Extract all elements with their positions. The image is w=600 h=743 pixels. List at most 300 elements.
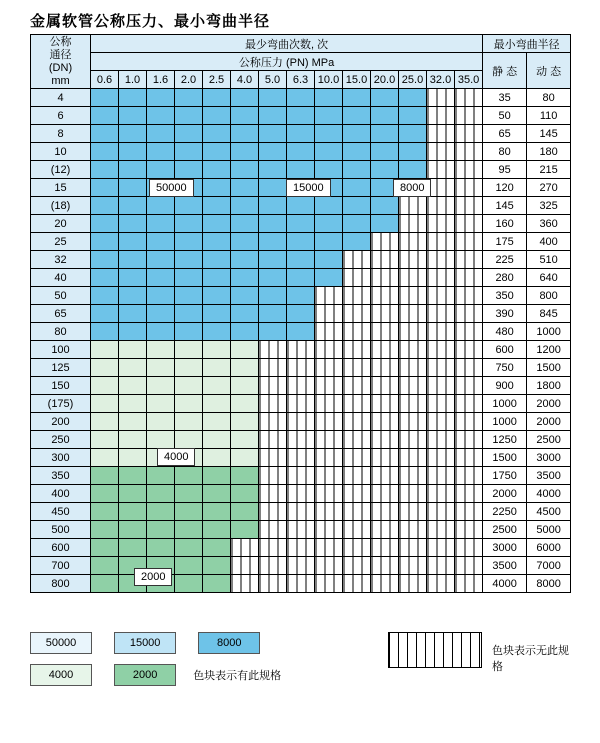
header-pressure-col-2: 1.6 [147,71,175,89]
cell-r14-c11 [399,341,427,359]
cell-r26-c0 [91,557,119,575]
cell-r8-c6 [259,233,287,251]
row-static-13: 480 [483,323,527,341]
cell-r27-c6 [259,575,287,593]
cell-r13-c12 [427,323,455,341]
cell-r4-c13 [455,161,483,179]
cell-r22-c11 [399,485,427,503]
cell-r1-c4 [203,107,231,125]
cell-r21-c11 [399,467,427,485]
cell-r1-c9 [343,107,371,125]
row-dn-6: (18) [31,197,91,215]
cell-r0-c10 [371,89,399,107]
row-static-26: 3500 [483,557,527,575]
cell-r27-c8 [315,575,343,593]
cell-r16-c13 [455,377,483,395]
cell-r11-c10 [371,287,399,305]
cell-r17-c8 [315,395,343,413]
cell-r11-c5 [231,287,259,305]
cell-r13-c13 [455,323,483,341]
cell-r14-c1 [119,341,147,359]
cell-r6-c9 [343,197,371,215]
row-static-16: 900 [483,377,527,395]
cell-r25-c9 [343,539,371,557]
cell-r12-c3 [175,305,203,323]
table-row [31,89,571,107]
cell-r23-c12 [427,503,455,521]
cell-r22-c9 [343,485,371,503]
cell-r4-c2 [147,161,175,179]
row-dynamic-14: 1200 [527,341,571,359]
spec-table-container [30,34,570,593]
cell-r15-c5 [231,359,259,377]
legend-row-green [30,664,570,686]
row-static-15: 750 [483,359,527,377]
header-dynamic: 动 态 [527,53,571,89]
table-row [31,467,571,485]
cell-r21-c1 [119,467,147,485]
cell-r17-c5 [231,395,259,413]
row-dynamic-10: 640 [527,269,571,287]
row-dn-12: 65 [31,305,91,323]
cell-r1-c3 [175,107,203,125]
row-dn-14: 100 [31,341,91,359]
row-static-8: 175 [483,233,527,251]
cell-r22-c5 [231,485,259,503]
cell-r4-c7 [287,161,315,179]
cell-r18-c11 [399,413,427,431]
row-dn-24: 500 [31,521,91,539]
header-bend-count: 最少弯曲次数, 次 [91,35,483,53]
table-row [31,431,571,449]
cell-r14-c5 [231,341,259,359]
cell-r22-c3 [175,485,203,503]
cell-r18-c1 [119,413,147,431]
cell-r25-c13 [455,539,483,557]
cell-r27-c10 [371,575,399,593]
cell-r7-c5 [231,215,259,233]
cell-r15-c10 [371,359,399,377]
cell-r27-c12 [427,575,455,593]
cell-r24-c10 [371,521,399,539]
header-min-radius: 最小弯曲半径 [483,35,571,53]
cell-r2-c0 [91,125,119,143]
row-static-1: 50 [483,107,527,125]
cell-r26-c13 [455,557,483,575]
row-dynamic-22: 4000 [527,485,571,503]
row-dynamic-11: 800 [527,287,571,305]
cell-r25-c12 [427,539,455,557]
cell-r23-c5 [231,503,259,521]
cell-r1-c0 [91,107,119,125]
table-row [31,125,571,143]
cell-r18-c0 [91,413,119,431]
cell-r24-c4 [203,521,231,539]
table-row [31,395,571,413]
cell-r15-c4 [203,359,231,377]
cell-r19-c3 [175,431,203,449]
cell-r4-c9 [343,161,371,179]
row-dn-16: 150 [31,377,91,395]
legend-swatch-4000: 4000 [30,664,92,686]
cell-r19-c10 [371,431,399,449]
cell-r15-c1 [119,359,147,377]
row-dn-13: 80 [31,323,91,341]
cell-r12-c5 [231,305,259,323]
cell-r9-c12 [427,251,455,269]
legend-swatch-8000: 8000 [198,632,260,654]
cell-r22-c2 [147,485,175,503]
cell-r12-c9 [343,305,371,323]
legend-swatch-2000: 2000 [114,664,176,686]
cell-r9-c7 [287,251,315,269]
header-dn [31,35,91,89]
cell-r24-c12 [427,521,455,539]
cell-r10-c13 [455,269,483,287]
cell-r3-c2 [147,143,175,161]
cell-r22-c1 [119,485,147,503]
row-dynamic-23: 4500 [527,503,571,521]
cell-r19-c4 [203,431,231,449]
cell-r11-c0 [91,287,119,305]
cell-r20-c11 [399,449,427,467]
cell-r12-c0 [91,305,119,323]
cell-r12-c8 [315,305,343,323]
cell-r13-c6 [259,323,287,341]
cell-r1-c1 [119,107,147,125]
cell-r3-c6 [259,143,287,161]
cell-r4-c3 [175,161,203,179]
table-row [31,575,571,593]
cell-r2-c3 [175,125,203,143]
cell-r15-c8 [315,359,343,377]
legend-row-blue [30,632,570,654]
cell-r19-c9 [343,431,371,449]
cell-r5-c0 [91,179,119,197]
cell-r13-c3 [175,323,203,341]
row-dn-4: (12) [31,161,91,179]
cell-r26-c6 [259,557,287,575]
cell-r9-c3 [175,251,203,269]
cell-r11-c9 [343,287,371,305]
cell-r4-c8 [315,161,343,179]
cell-r24-c9 [343,521,371,539]
cell-r25-c11 [399,539,427,557]
cell-r21-c6 [259,467,287,485]
cell-r2-c5 [231,125,259,143]
row-dynamic-9: 510 [527,251,571,269]
cell-r22-c4 [203,485,231,503]
cell-r9-c0 [91,251,119,269]
cell-r13-c9 [343,323,371,341]
table-row [31,503,571,521]
cell-r15-c9 [343,359,371,377]
cell-r2-c2 [147,125,175,143]
cell-r0-c8 [315,89,343,107]
row-dn-20: 300 [31,449,91,467]
cell-r11-c4 [203,287,231,305]
cell-r25-c0 [91,539,119,557]
row-static-7: 160 [483,215,527,233]
cell-r26-c5 [231,557,259,575]
row-dynamic-16: 1800 [527,377,571,395]
header-pressure-col-1: 1.0 [119,71,147,89]
cell-r24-c6 [259,521,287,539]
header-pressure-col-4: 2.5 [203,71,231,89]
cell-r7-c9 [343,215,371,233]
row-dn-11: 50 [31,287,91,305]
row-dynamic-27: 8000 [527,575,571,593]
cell-r12-c2 [147,305,175,323]
cell-r22-c8 [315,485,343,503]
cell-r23-c11 [399,503,427,521]
cell-r2-c7 [287,125,315,143]
cell-r25-c3 [175,539,203,557]
cell-r0-c2 [147,89,175,107]
cell-r17-c9 [343,395,371,413]
table-row [31,287,571,305]
cell-r21-c9 [343,467,371,485]
cell-r6-c4 [203,197,231,215]
cell-r14-c3 [175,341,203,359]
cell-r15-c12 [427,359,455,377]
cell-r13-c2 [147,323,175,341]
cell-r27-c7 [287,575,315,593]
row-dn-1: 6 [31,107,91,125]
cell-r7-c10 [371,215,399,233]
row-dynamic-15: 1500 [527,359,571,377]
cell-r20-c8 [315,449,343,467]
row-dynamic-17: 2000 [527,395,571,413]
cell-r12-c4 [203,305,231,323]
tag-2000: 2000 [134,568,172,586]
cell-r6-c0 [91,197,119,215]
cell-r17-c4 [203,395,231,413]
cell-r3-c10 [371,143,399,161]
cell-r11-c11 [399,287,427,305]
row-dn-3: 10 [31,143,91,161]
cell-r8-c5 [231,233,259,251]
table-row [31,323,571,341]
cell-r8-c8 [315,233,343,251]
cell-r9-c9 [343,251,371,269]
row-dynamic-25: 6000 [527,539,571,557]
cell-r26-c8 [315,557,343,575]
cell-r10-c6 [259,269,287,287]
cell-r13-c1 [119,323,147,341]
cell-r1-c13 [455,107,483,125]
cell-r21-c8 [315,467,343,485]
cell-r16-c4 [203,377,231,395]
cell-r26-c12 [427,557,455,575]
cell-r22-c0 [91,485,119,503]
cell-r2-c13 [455,125,483,143]
legend-color-text: 色块表示有此规格 [193,670,282,682]
cell-r16-c8 [315,377,343,395]
cell-r11-c2 [147,287,175,305]
cell-r2-c6 [259,125,287,143]
cell-r23-c4 [203,503,231,521]
cell-r7-c4 [203,215,231,233]
cell-r26-c9 [343,557,371,575]
cell-r5-c13 [455,179,483,197]
cell-r13-c5 [231,323,259,341]
cell-r24-c7 [287,521,315,539]
cell-r0-c12 [427,89,455,107]
cell-r4-c11 [399,161,427,179]
cell-r24-c0 [91,521,119,539]
cell-r3-c4 [203,143,231,161]
row-static-21: 1750 [483,467,527,485]
cell-r21-c7 [287,467,315,485]
table-row [31,359,571,377]
cell-r11-c3 [175,287,203,305]
cell-r1-c6 [259,107,287,125]
cell-r8-c13 [455,233,483,251]
row-dynamic-5: 270 [527,179,571,197]
header-pressure-col-3: 2.0 [175,71,203,89]
cell-r6-c7 [287,197,315,215]
cell-r7-c6 [259,215,287,233]
row-dynamic-6: 325 [527,197,571,215]
cell-r21-c10 [371,467,399,485]
cell-r2-c12 [427,125,455,143]
cell-r5-c1 [119,179,147,197]
cell-r10-c3 [175,269,203,287]
row-dynamic-20: 3000 [527,449,571,467]
cell-r21-c5 [231,467,259,485]
row-dn-22: 400 [31,485,91,503]
cell-r6-c12 [427,197,455,215]
legend-hatch-swatch [388,632,482,668]
header-pressure-col-9: 15.0 [343,71,371,89]
cell-r7-c8 [315,215,343,233]
row-static-18: 1000 [483,413,527,431]
row-dynamic-13: 1000 [527,323,571,341]
cell-r3-c13 [455,143,483,161]
cell-r6-c8 [315,197,343,215]
table-row [31,215,571,233]
cell-r19-c11 [399,431,427,449]
header-static: 静 态 [483,53,527,89]
cell-r9-c8 [315,251,343,269]
row-dn-23: 450 [31,503,91,521]
cell-r4-c10 [371,161,399,179]
cell-r1-c10 [371,107,399,125]
row-static-12: 390 [483,305,527,323]
cell-r19-c0 [91,431,119,449]
cell-r21-c4 [203,467,231,485]
cell-r15-c0 [91,359,119,377]
cell-r18-c7 [287,413,315,431]
tag-8000: 8000 [393,179,431,197]
cell-r21-c2 [147,467,175,485]
cell-r19-c12 [427,431,455,449]
cell-r27-c13 [455,575,483,593]
cell-r14-c13 [455,341,483,359]
table-row [31,251,571,269]
cell-r19-c1 [119,431,147,449]
cell-r6-c10 [371,197,399,215]
header-pressure-col-0: 0.6 [91,71,119,89]
cell-r9-c6 [259,251,287,269]
table-row [31,413,571,431]
row-dn-8: 25 [31,233,91,251]
cell-r25-c8 [315,539,343,557]
table-row [31,449,571,467]
cell-r2-c4 [203,125,231,143]
cell-r20-c4 [203,449,231,467]
cell-r7-c11 [399,215,427,233]
cell-r19-c7 [287,431,315,449]
table-row [31,143,571,161]
cell-r20-c7 [287,449,315,467]
cell-r13-c10 [371,323,399,341]
cell-r16-c7 [287,377,315,395]
cell-r8-c11 [399,233,427,251]
row-dynamic-18: 2000 [527,413,571,431]
cell-r17-c0 [91,395,119,413]
cell-r11-c12 [427,287,455,305]
row-dynamic-21: 3500 [527,467,571,485]
cell-r1-c11 [399,107,427,125]
cell-r13-c4 [203,323,231,341]
cell-r23-c2 [147,503,175,521]
header-pressure-col-10: 20.0 [371,71,399,89]
cell-r19-c13 [455,431,483,449]
cell-r18-c9 [343,413,371,431]
row-dn-26: 700 [31,557,91,575]
cell-r15-c2 [147,359,175,377]
cell-r17-c13 [455,395,483,413]
cell-r19-c2 [147,431,175,449]
cell-r24-c11 [399,521,427,539]
cell-r3-c7 [287,143,315,161]
cell-r3-c9 [343,143,371,161]
row-dn-5: 15 [31,179,91,197]
cell-r8-c3 [175,233,203,251]
legend-hatch-text: 色块表示无此规格 [492,645,569,673]
cell-r26-c10 [371,557,399,575]
cell-r13-c7 [287,323,315,341]
cell-r24-c5 [231,521,259,539]
cell-r13-c0 [91,323,119,341]
row-static-3: 80 [483,143,527,161]
row-static-0: 35 [483,89,527,107]
row-static-23: 2250 [483,503,527,521]
cell-r2-c8 [315,125,343,143]
cell-r15-c3 [175,359,203,377]
cell-r9-c4 [203,251,231,269]
cell-r17-c2 [147,395,175,413]
cell-r10-c4 [203,269,231,287]
row-static-25: 3000 [483,539,527,557]
cell-r24-c13 [455,521,483,539]
cell-r18-c8 [315,413,343,431]
cell-r17-c6 [259,395,287,413]
row-static-14: 600 [483,341,527,359]
cell-r27-c11 [399,575,427,593]
cell-r26-c7 [287,557,315,575]
cell-r1-c2 [147,107,175,125]
table-row [31,305,571,323]
header-dn-line-1: 通径 [49,48,72,61]
cell-r7-c0 [91,215,119,233]
cell-r10-c11 [399,269,427,287]
cell-r7-c13 [455,215,483,233]
cell-r27-c4 [203,575,231,593]
cell-r8-c12 [427,233,455,251]
